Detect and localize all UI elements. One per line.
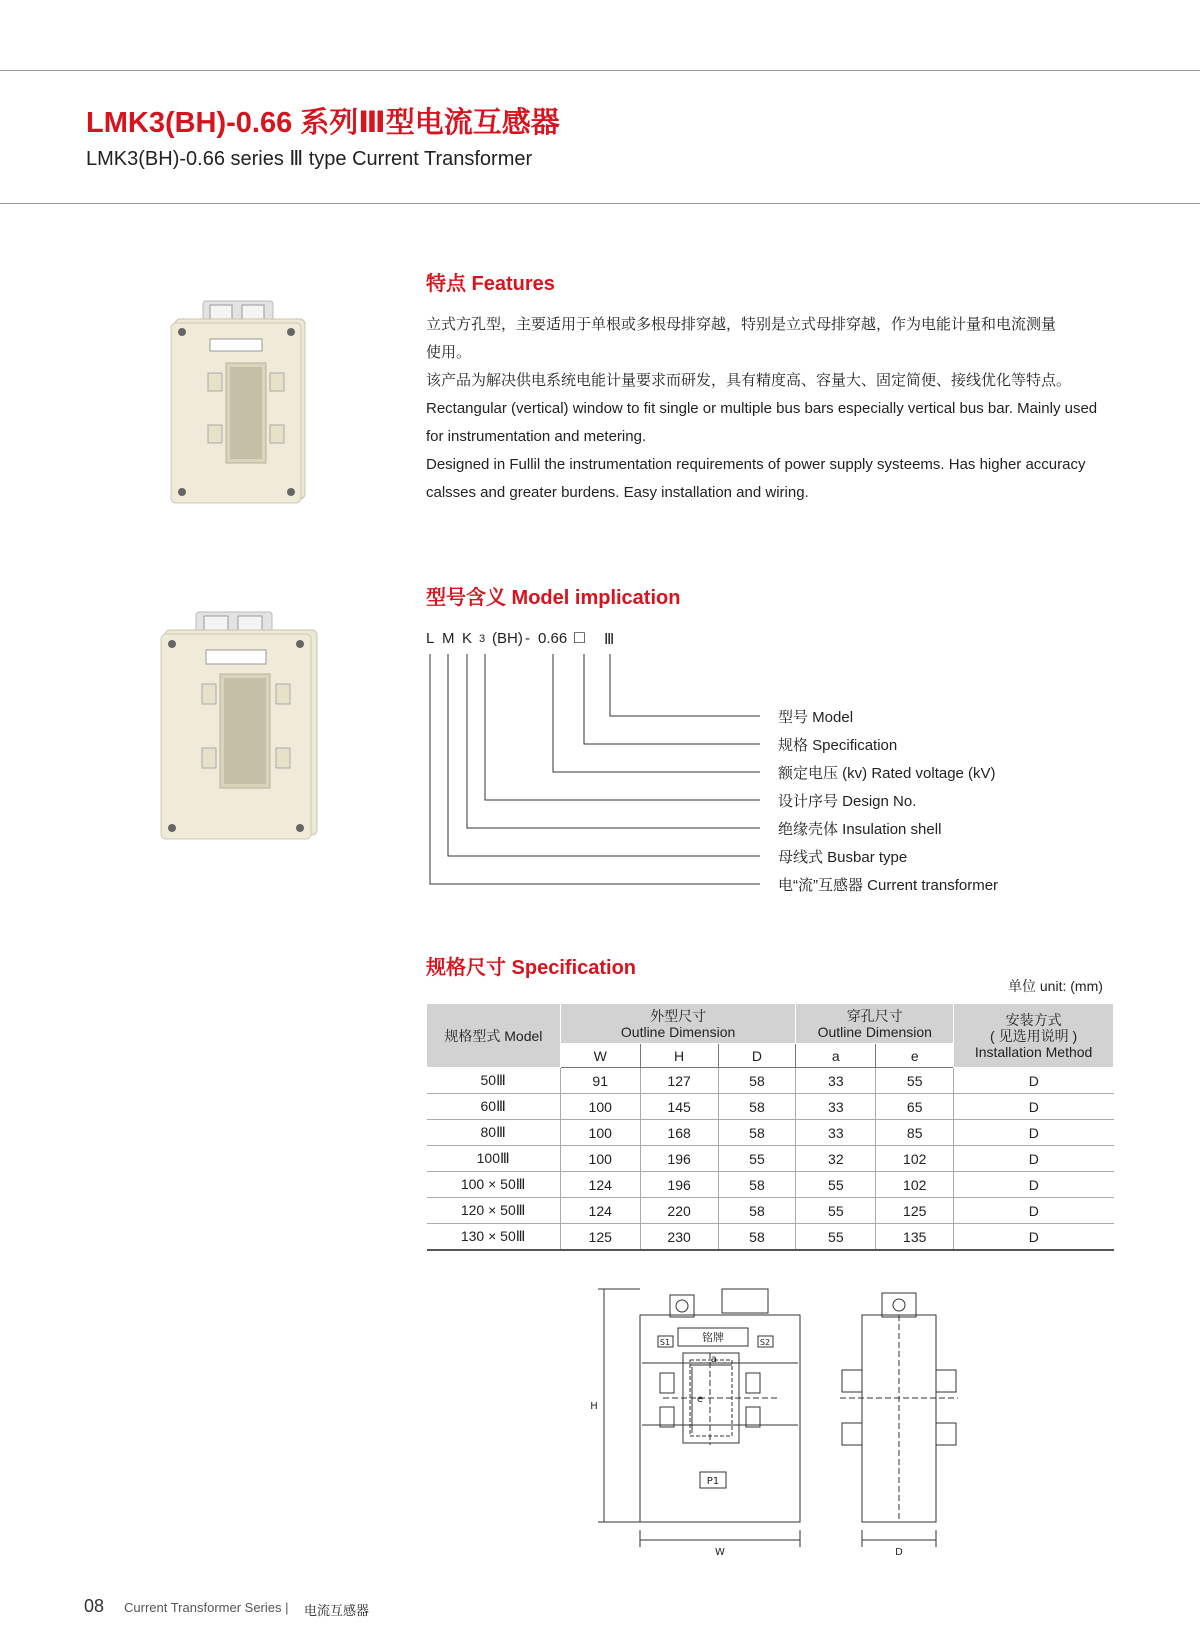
cell-install: D xyxy=(954,1198,1114,1224)
subcol-w: W xyxy=(560,1044,640,1068)
cell-d: 55 xyxy=(718,1146,796,1172)
cell-w: 100 xyxy=(560,1094,640,1120)
model-label: 额定电压 (kv) Rated voltage (kV) xyxy=(778,765,996,782)
cell-model: 60Ⅲ xyxy=(427,1094,561,1120)
cell-a: 55 xyxy=(796,1172,876,1198)
cell-d: 58 xyxy=(718,1224,796,1251)
outline-drawing xyxy=(580,1285,1000,1560)
subcol-a: a xyxy=(796,1044,876,1068)
cell-w: 125 xyxy=(560,1224,640,1251)
nameplate-label: 铭牌 xyxy=(702,1331,724,1344)
cell-a: 33 xyxy=(796,1120,876,1146)
table-row xyxy=(427,1146,1114,1172)
col-hole xyxy=(796,1004,954,1044)
cell-w: 91 xyxy=(560,1068,640,1094)
model-label: 母线式 Busbar type xyxy=(778,849,908,866)
model-code-char: (BH) xyxy=(492,630,523,647)
model-code-char: 0.66 xyxy=(538,630,568,647)
spec-unit: 单位 unit: (mm) xyxy=(1008,978,1103,994)
features-line: for instrumentation and metering. xyxy=(426,428,647,445)
features-line: Designed in Fullil the instrumentation requirements of power supply systeems. Has higher accuracy xyxy=(426,456,1086,473)
features-line: 该产品为解决供电系统电能计量要求而研发，具有精度高、容量大、固定简便、接线优化等特点。 xyxy=(426,372,1072,389)
cell-w: 124 xyxy=(560,1198,640,1224)
dim-e-label: e xyxy=(696,1394,704,1405)
table-row xyxy=(427,1172,1114,1198)
model-code-char: M xyxy=(442,630,455,647)
s1-label: S1 xyxy=(659,1338,671,1347)
table-row xyxy=(427,1224,1114,1251)
page-title: LMK3(BH)-0.66 系列Ⅲ型电流互感器 xyxy=(86,107,560,139)
cell-a: 55 xyxy=(796,1224,876,1251)
spec-table xyxy=(426,1003,1114,1251)
s2-label: S2 xyxy=(759,1338,771,1347)
cell-h: 127 xyxy=(640,1068,718,1094)
subcol-h: H xyxy=(640,1044,718,1068)
table-row xyxy=(427,1068,1114,1094)
cell-install: D xyxy=(954,1146,1114,1172)
cell-e: 55 xyxy=(876,1068,954,1094)
cell-e: 125 xyxy=(876,1198,954,1224)
footer-series: Current Transformer Series | xyxy=(124,1600,289,1615)
cell-install: D xyxy=(954,1120,1114,1146)
col-model: 规格型式 Model xyxy=(427,1004,561,1068)
cell-model: 50Ⅲ xyxy=(427,1068,561,1094)
page-number: 08 xyxy=(84,1596,105,1616)
features-line: Rectangular (vertical) window to fit single or multiple bus bars especially vertical bus bar. Mainly used xyxy=(426,400,1098,417)
cell-h: 168 xyxy=(640,1120,718,1146)
cell-w: 124 xyxy=(560,1172,640,1198)
cell-h: 196 xyxy=(640,1146,718,1172)
cell-e: 85 xyxy=(876,1120,954,1146)
model-code-char: K xyxy=(462,630,473,647)
model-label: 电“流”互感器 Current transformer xyxy=(778,877,999,894)
cell-a: 33 xyxy=(796,1068,876,1094)
model-label: 规格 Specification xyxy=(778,737,898,754)
cell-model: 130 × 50Ⅲ xyxy=(427,1224,561,1251)
spec-heading: 规格尺寸 Specification xyxy=(426,957,637,979)
cell-e: 65 xyxy=(876,1094,954,1120)
col-install xyxy=(954,1004,1114,1068)
cell-e: 102 xyxy=(876,1146,954,1172)
cell-model: 100Ⅲ xyxy=(427,1146,561,1172)
dim-w-label: W xyxy=(715,1547,725,1558)
table-row xyxy=(427,1198,1114,1224)
cell-model: 120 × 50Ⅲ xyxy=(427,1198,561,1224)
page-subtitle: LMK3(BH)-0.66 series Ⅲ type Current Transformer xyxy=(86,148,533,170)
features-line: 使用。 xyxy=(426,344,472,361)
model-label: 设计序号 Design No. xyxy=(778,793,917,810)
col-install-note: ( 见选用说明 ) xyxy=(990,1027,1078,1044)
col-outline-en: Outline Dimension xyxy=(620,1023,736,1040)
col-hole-en: Outline Dimension xyxy=(817,1023,932,1040)
model-code-char: L xyxy=(426,630,435,647)
cell-h: 220 xyxy=(640,1198,718,1224)
model-code-char: Ⅲ xyxy=(604,631,615,648)
footer-series-cn: 电流互感器 xyxy=(304,1603,370,1618)
cell-install: D xyxy=(954,1094,1114,1120)
cell-a: 55 xyxy=(796,1198,876,1224)
cell-h: 196 xyxy=(640,1172,718,1198)
cell-d: 58 xyxy=(718,1120,796,1146)
p1-label: P1 xyxy=(706,1476,720,1487)
features-line: 立式方孔型，主要适用于单根或多根母排穿越，特别是立式母排穿越，作为电能计量和电流测量 xyxy=(426,316,1057,333)
cell-w: 100 xyxy=(560,1146,640,1172)
model-code-char: □ xyxy=(574,627,585,647)
model-code-char: 3 xyxy=(479,633,486,645)
cell-w: 100 xyxy=(560,1120,640,1146)
col-install-cn: 安装方式 xyxy=(1005,1011,1062,1028)
model-code-char: - xyxy=(525,630,530,647)
cell-d: 58 xyxy=(718,1068,796,1094)
features-heading: 特点 Features xyxy=(426,273,555,295)
cell-model: 80Ⅲ xyxy=(427,1120,561,1146)
cell-a: 32 xyxy=(796,1146,876,1172)
cell-h: 230 xyxy=(640,1224,718,1251)
col-outline xyxy=(560,1004,796,1044)
dim-d-label: D xyxy=(895,1547,903,1558)
cell-install: D xyxy=(954,1224,1114,1251)
cell-d: 58 xyxy=(718,1198,796,1224)
cell-model: 100 × 50Ⅲ xyxy=(427,1172,561,1198)
table-row xyxy=(427,1120,1114,1146)
col-outline-cn: 外型尺寸 xyxy=(650,1007,707,1024)
dim-h-label: H xyxy=(590,1401,598,1412)
table-row xyxy=(427,1094,1114,1120)
cell-install: D xyxy=(954,1172,1114,1198)
model-heading: 型号含义 Model implication xyxy=(426,587,681,609)
subcol-e: e xyxy=(876,1044,954,1068)
cell-install: D xyxy=(954,1068,1114,1094)
col-install-en: Installation Method xyxy=(974,1043,1093,1060)
col-hole-cn: 穿孔尺寸 xyxy=(846,1007,903,1024)
cell-h: 145 xyxy=(640,1094,718,1120)
cell-d: 58 xyxy=(718,1172,796,1198)
cell-e: 102 xyxy=(876,1172,954,1198)
dim-a-label: a xyxy=(710,1354,718,1365)
cell-d: 58 xyxy=(718,1094,796,1120)
subcol-d: D xyxy=(718,1044,796,1068)
features-line: calsses and greater burdens. Easy installation and wiring. xyxy=(426,484,809,501)
model-label: 型号 Model xyxy=(778,709,854,726)
model-label: 绝缘壳体 Insulation shell xyxy=(778,821,942,838)
cell-e: 135 xyxy=(876,1224,954,1251)
cell-a: 33 xyxy=(796,1094,876,1120)
